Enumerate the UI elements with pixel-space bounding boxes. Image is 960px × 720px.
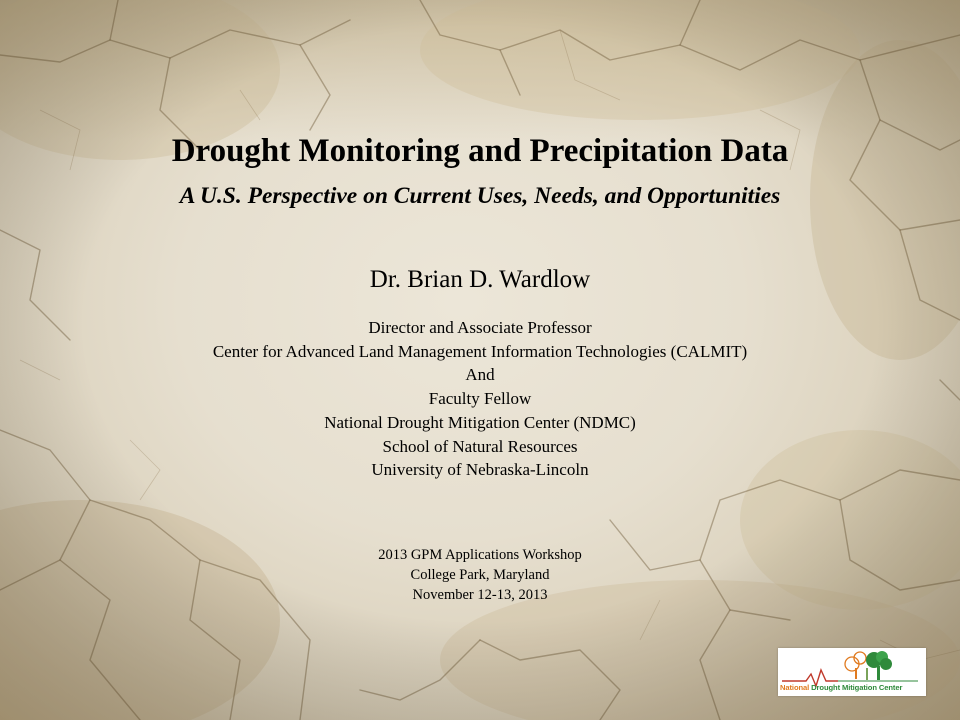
ndmc-logo [778, 648, 926, 696]
logo-text-center: Drought Mitigation Center [811, 683, 903, 692]
affiliation-line: And [465, 365, 495, 385]
event-line: College Park, Maryland [410, 567, 550, 583]
affiliation-line: Director and Associate Professor [368, 318, 592, 337]
event-line: 2013 GPM Applications Workshop [378, 547, 582, 563]
event-block [0, 545, 960, 605]
affiliation-block [0, 316, 960, 482]
slide-subtitle: A U.S. Perspective on Current Uses, Needs, and Opportunities [179, 183, 781, 209]
slide-title: Drought Monitoring and Precipitation Data [171, 133, 789, 169]
event-line: November 12-13, 2013 [412, 587, 548, 603]
affiliation-line: School of Natural Resources [382, 436, 578, 456]
author-name: Dr. Brian D. Wardlow [369, 266, 591, 293]
logo-text [780, 683, 902, 692]
affiliation-line: National Drought Mitigation Center (NDMC) [324, 412, 636, 432]
affiliation-line: University of Nebraska-Lincoln [371, 460, 589, 480]
affiliation-line: Center for Advanced Land Management Information Technologies (CALMIT) [212, 341, 748, 361]
affiliation-line: Faculty Fellow [428, 389, 532, 409]
logo-text-national: National [780, 683, 810, 692]
